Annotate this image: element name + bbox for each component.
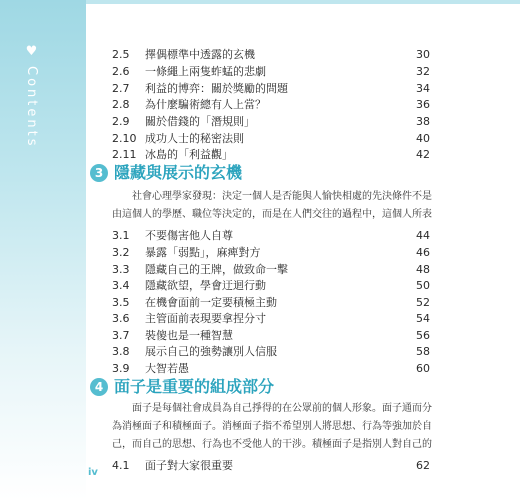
toc-number: 2.9 — [112, 115, 130, 128]
toc-title: 擇偶標準中透露的玄機 — [145, 48, 255, 61]
section-3-heading — [86, 163, 266, 185]
toc-title: 不要傷害他人自尊 — [145, 229, 233, 242]
toc-row[interactable] — [112, 328, 430, 344]
toc-row[interactable] — [112, 131, 430, 147]
toc-number: 3.3 — [112, 263, 130, 276]
toc-number: 2.11 — [112, 148, 137, 161]
toc-row[interactable] — [112, 458, 430, 474]
toc-title: 展示自己的強勢讓別人信服 — [145, 345, 277, 358]
toc-page: 52 — [416, 296, 430, 309]
toc-row[interactable] — [112, 97, 430, 113]
toc-row[interactable] — [112, 81, 430, 97]
toc-number: 2.10 — [112, 132, 137, 145]
toc-number: 2.6 — [112, 65, 130, 78]
toc-page: 62 — [416, 459, 430, 472]
toc-title: 關於借錢的「潛規則」 — [145, 115, 255, 128]
section-title: 隱藏與展示的玄機 — [114, 163, 243, 182]
toc-number: 3.8 — [112, 345, 130, 358]
toc-row[interactable] — [112, 295, 430, 311]
toc-page: 32 — [416, 65, 430, 78]
toc-page: 54 — [416, 312, 430, 325]
page-number: iv — [88, 467, 98, 478]
toc-number: 3.4 — [112, 279, 130, 292]
toc-page: 30 — [416, 48, 430, 61]
toc-row[interactable] — [112, 344, 430, 360]
toc-number: 2.8 — [112, 98, 130, 111]
toc-number: 3.1 — [112, 229, 130, 242]
toc-page: 60 — [416, 362, 430, 375]
toc-title: 在機會面前一定要積極主動 — [145, 296, 277, 309]
toc-title: 為什麼騙術總有人上當？ — [145, 98, 266, 111]
contents-label: ♥Contents — [24, 44, 39, 149]
toc-page: 34 — [416, 82, 430, 95]
toc-page: 48 — [416, 263, 430, 276]
sidebar-band — [0, 0, 86, 500]
section-number-badge: 4 — [90, 378, 108, 396]
toc-title: 暴露「弱點」，麻痺對方 — [145, 246, 261, 259]
toc-page: 56 — [416, 329, 430, 342]
toc-page: 50 — [416, 279, 430, 292]
toc-title: 面子對大家很重要 — [145, 459, 233, 472]
section-number-badge: 3 — [90, 164, 108, 182]
toc-page: 42 — [416, 148, 430, 161]
toc-number: 4.1 — [112, 459, 130, 472]
toc-row[interactable] — [112, 147, 430, 163]
toc-number: 2.5 — [112, 48, 130, 61]
toc-page: 38 — [416, 115, 430, 128]
toc-title: 主管面前表現要拿捏分寸 — [145, 312, 266, 325]
toc-number: 3.5 — [112, 296, 130, 309]
toc-title: 成功人士的秘密法則 — [145, 132, 244, 145]
toc-title: 隱藏自己的王牌，做致命一擊 — [145, 263, 288, 276]
section-3-intro: 社會心理學家發現：決定一個人是否能與人愉快相處的先決條件不是由這個人的學歷、職位等決定的，而是在人們交往的過程中，這個人所表 — [112, 191, 432, 220]
toc-page: 40 — [416, 132, 430, 145]
toc-title: 一條繩上兩隻蚱蜢的悲劇 — [145, 65, 266, 78]
toc-page: 58 — [416, 345, 430, 358]
toc-page: 46 — [416, 246, 430, 259]
toc-row[interactable] — [112, 64, 430, 80]
toc-title: 大智若愚 — [145, 362, 189, 375]
toc-row[interactable] — [112, 262, 430, 278]
heart-icon: ♥ — [24, 44, 39, 62]
toc-number: 3.7 — [112, 329, 130, 342]
toc-row[interactable] — [112, 114, 430, 130]
toc-row[interactable] — [112, 245, 430, 261]
toc-page: 36 — [416, 98, 430, 111]
toc-title: 冰島的「利益觀」 — [145, 148, 233, 161]
section-4-intro: 面子是每個社會成員為自己掙得的在公眾前的個人形象。面子通而分為消極面子和積極面子。消極面子指不希望別人將思想、行為等強加於自己，而自己的思想、行為也不受他人的干涉。積極面子是指別人對自己的 — [112, 403, 432, 450]
toc-row[interactable] — [112, 311, 430, 327]
toc-title: 隱藏欲望，學會迂迴行動 — [145, 279, 266, 292]
toc-row[interactable] — [112, 361, 430, 377]
top-accent-bar — [86, 0, 520, 4]
toc-number: 3.6 — [112, 312, 130, 325]
toc-title: 裝傻也是一種智慧 — [145, 329, 233, 342]
toc-number: 3.9 — [112, 362, 130, 375]
toc-row[interactable] — [112, 228, 430, 244]
toc-row[interactable] — [112, 278, 430, 294]
toc-row[interactable] — [112, 47, 430, 63]
section-4-heading — [86, 377, 306, 399]
toc-number: 2.7 — [112, 82, 130, 95]
toc-page: 44 — [416, 229, 430, 242]
section-title: 面子是重要的組成部分 — [114, 377, 275, 396]
toc-title: 利益的博弈：關於獎勵的問題 — [145, 82, 288, 95]
toc-number: 3.2 — [112, 246, 130, 259]
